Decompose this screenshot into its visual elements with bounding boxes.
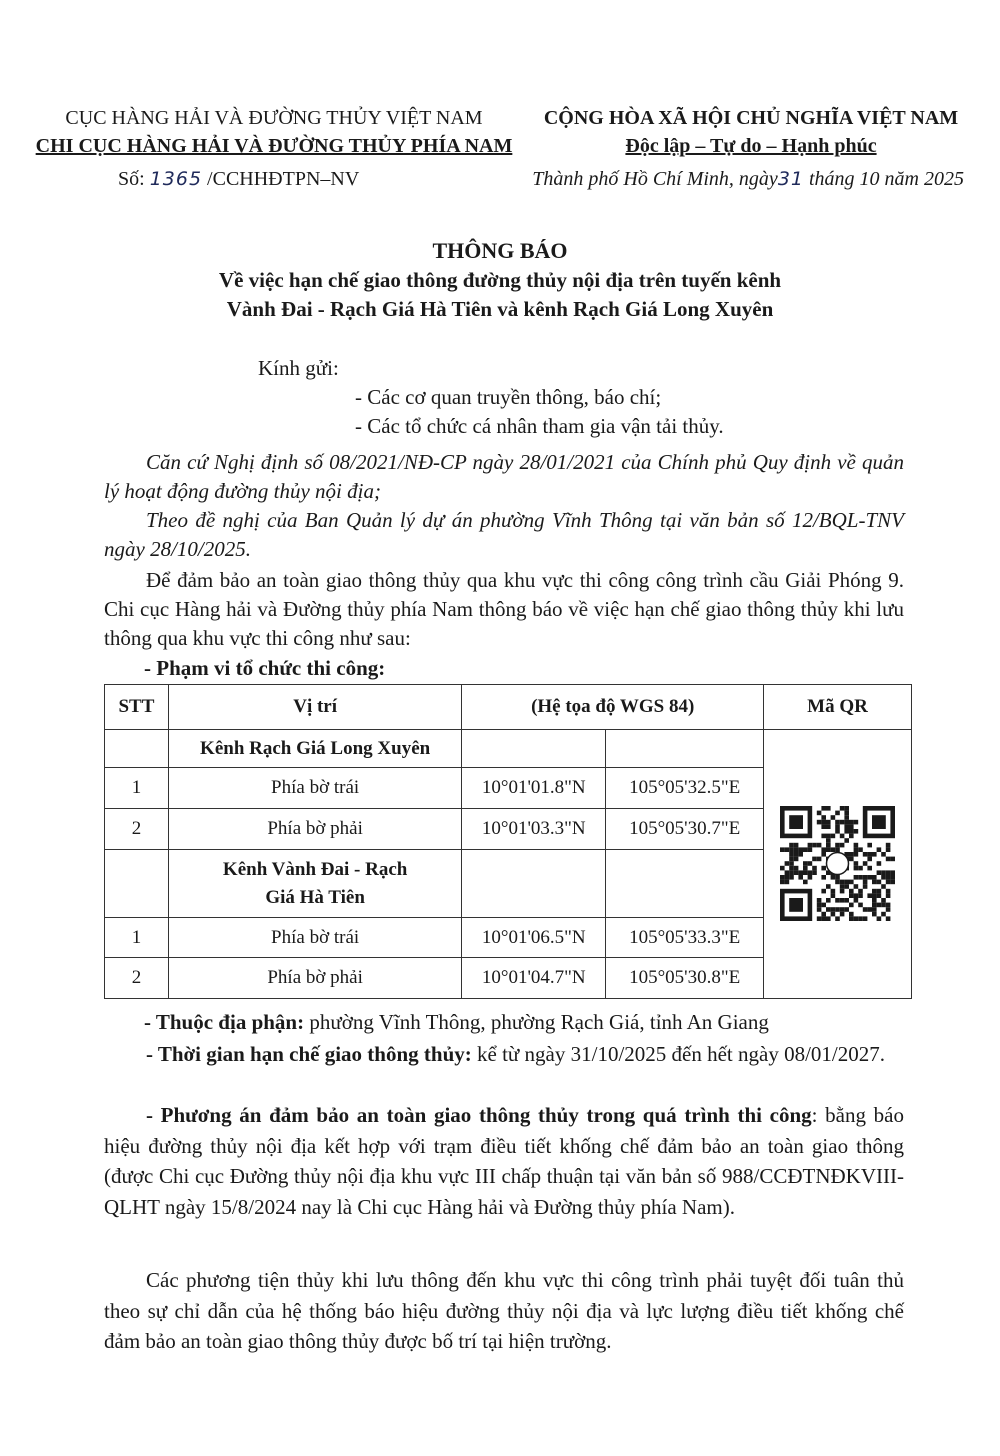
handwritten-day: 31: [777, 168, 804, 190]
header-stt: STT: [105, 685, 169, 730]
national-motto: Độc lập – Tự do – Hạnh phúc: [625, 135, 877, 157]
legal-basis-1: Căn cứ Nghị định số 08/2021/NĐ-CP ngày 28/01/2021 của Chính phủ Quy định về quản lý hoạt động đường thủy nội địa;: [104, 450, 904, 503]
section-title: Kênh Vành Đai - Rạch Giá Hà Tiên: [168, 850, 461, 918]
section-title: Kênh Rạch Giá Long Xuyên: [168, 730, 461, 768]
issuing-agency-block: [18, 104, 530, 160]
header-qr: Mã QR: [764, 685, 912, 730]
document-date: Thành phố Hồ Chí Minh, ngày31 tháng 10 năm 2025: [532, 168, 964, 190]
intro-paragraph: Để đảm bảo an toàn giao thông thủy qua khu vực thi công công trình cầu Giải Phóng 9. Chi cục Hàng hải và Đường thủy phía Nam thông báo về việc hạn chế giao thông thủy khi lưu thông qua khu vực thi công như sau:: [104, 568, 904, 650]
plan-paragraph: - Phương án đảm bảo an toàn giao thông thủy trong quá trình thi công: bằng báo hiệu đường thủy nội địa kết hợp với trạm điều tiết khống chế đảm bảo an toàn giao thông (được Chi cục Đường thủy nội địa khu vực III chấp thuận tại văn bản số 988/CCĐTNĐKVIII-QLHT ngày 15/8/2024 nay là Chi cục Hàng hải và Đường thủy phía Nam).: [104, 1103, 904, 1219]
qr-cell: [764, 730, 912, 999]
section-row: [105, 730, 912, 768]
issuing-agency: CHI CỤC HÀNG HẢI VÀ ĐƯỜNG THỦY PHÍA NAM: [35, 135, 513, 157]
location-table: [104, 684, 912, 999]
table-header-row: [105, 685, 912, 730]
document-title: [80, 236, 920, 324]
table-row: 1 Phía bờ trái 10°01'06.5"N 105°05'33.3"E: [105, 918, 912, 958]
document-number: Số: 1365 /CCHHĐTPN–NV: [118, 168, 360, 190]
area-line: - Thuộc địa phận: phường Vĩnh Thông, phường Rạch Giá, tỉnh An Giang: [144, 1010, 769, 1034]
table-row: 2 Phía bờ phải 10°01'04.7"N 105°05'30.8"E: [105, 958, 912, 999]
table-row: 2 Phía bờ phải 10°01'03.3"N 105°05'30.7"E: [105, 809, 912, 850]
parent-agency: CỤC HÀNG HẢI VÀ ĐƯỜNG THỦY VIỆT NAM: [65, 107, 483, 129]
header-coords: (Hệ tọa độ WGS 84): [462, 685, 764, 730]
greeting-label: Kính gửi:: [258, 356, 339, 380]
table-row: 1 Phía bờ trái 10°01'01.8"N 105°05'32.5"E: [105, 768, 912, 809]
scope-label: - Phạm vi tổ chức thi công:: [144, 656, 386, 680]
legal-basis-2: Theo đề nghị của Ban Quản lý dự án phường Vĩnh Thông tại văn bản số 12/BQL-TNV ngày 28/10/2025.: [104, 508, 904, 561]
country-name: CỘNG HÒA XÃ HỘI CHỦ NGHĨA VIỆT NAM: [543, 107, 959, 129]
time-line: - Thời gian hạn chế giao thông thủy: kể từ ngày 31/10/2025 đến hết ngày 08/01/2027.: [146, 1042, 885, 1066]
recipient-2: - Các tổ chức cá nhân tham gia vận tải thủy.: [355, 414, 724, 438]
handwritten-number: 1365: [149, 168, 203, 190]
title-main: THÔNG BÁO: [432, 238, 568, 263]
qr-code-icon: [777, 799, 899, 929]
title-line-1: Về việc hạn chế giao thông đường thủy nội địa trên tuyến kênh: [218, 268, 782, 292]
header-location: Vị trí: [168, 685, 461, 730]
title-line-2: Vành Đai - Rạch Giá Hà Tiên và kênh Rạch Giá Long Xuyên: [226, 297, 774, 321]
recipient-1: - Các cơ quan truyền thông, báo chí;: [355, 385, 662, 409]
national-header-block: [520, 104, 982, 160]
closing-paragraph: Các phương tiện thủy khi lưu thông đến khu vực thi công trình phải tuyệt đối tuân thủ theo sự chỉ dẫn của hệ thống báo hiệu đường thủy nội địa và lực lượng điều tiết khống chế đảm bảo an toàn giao thông thủy được bố trí tại hiện trường.: [104, 1268, 904, 1353]
